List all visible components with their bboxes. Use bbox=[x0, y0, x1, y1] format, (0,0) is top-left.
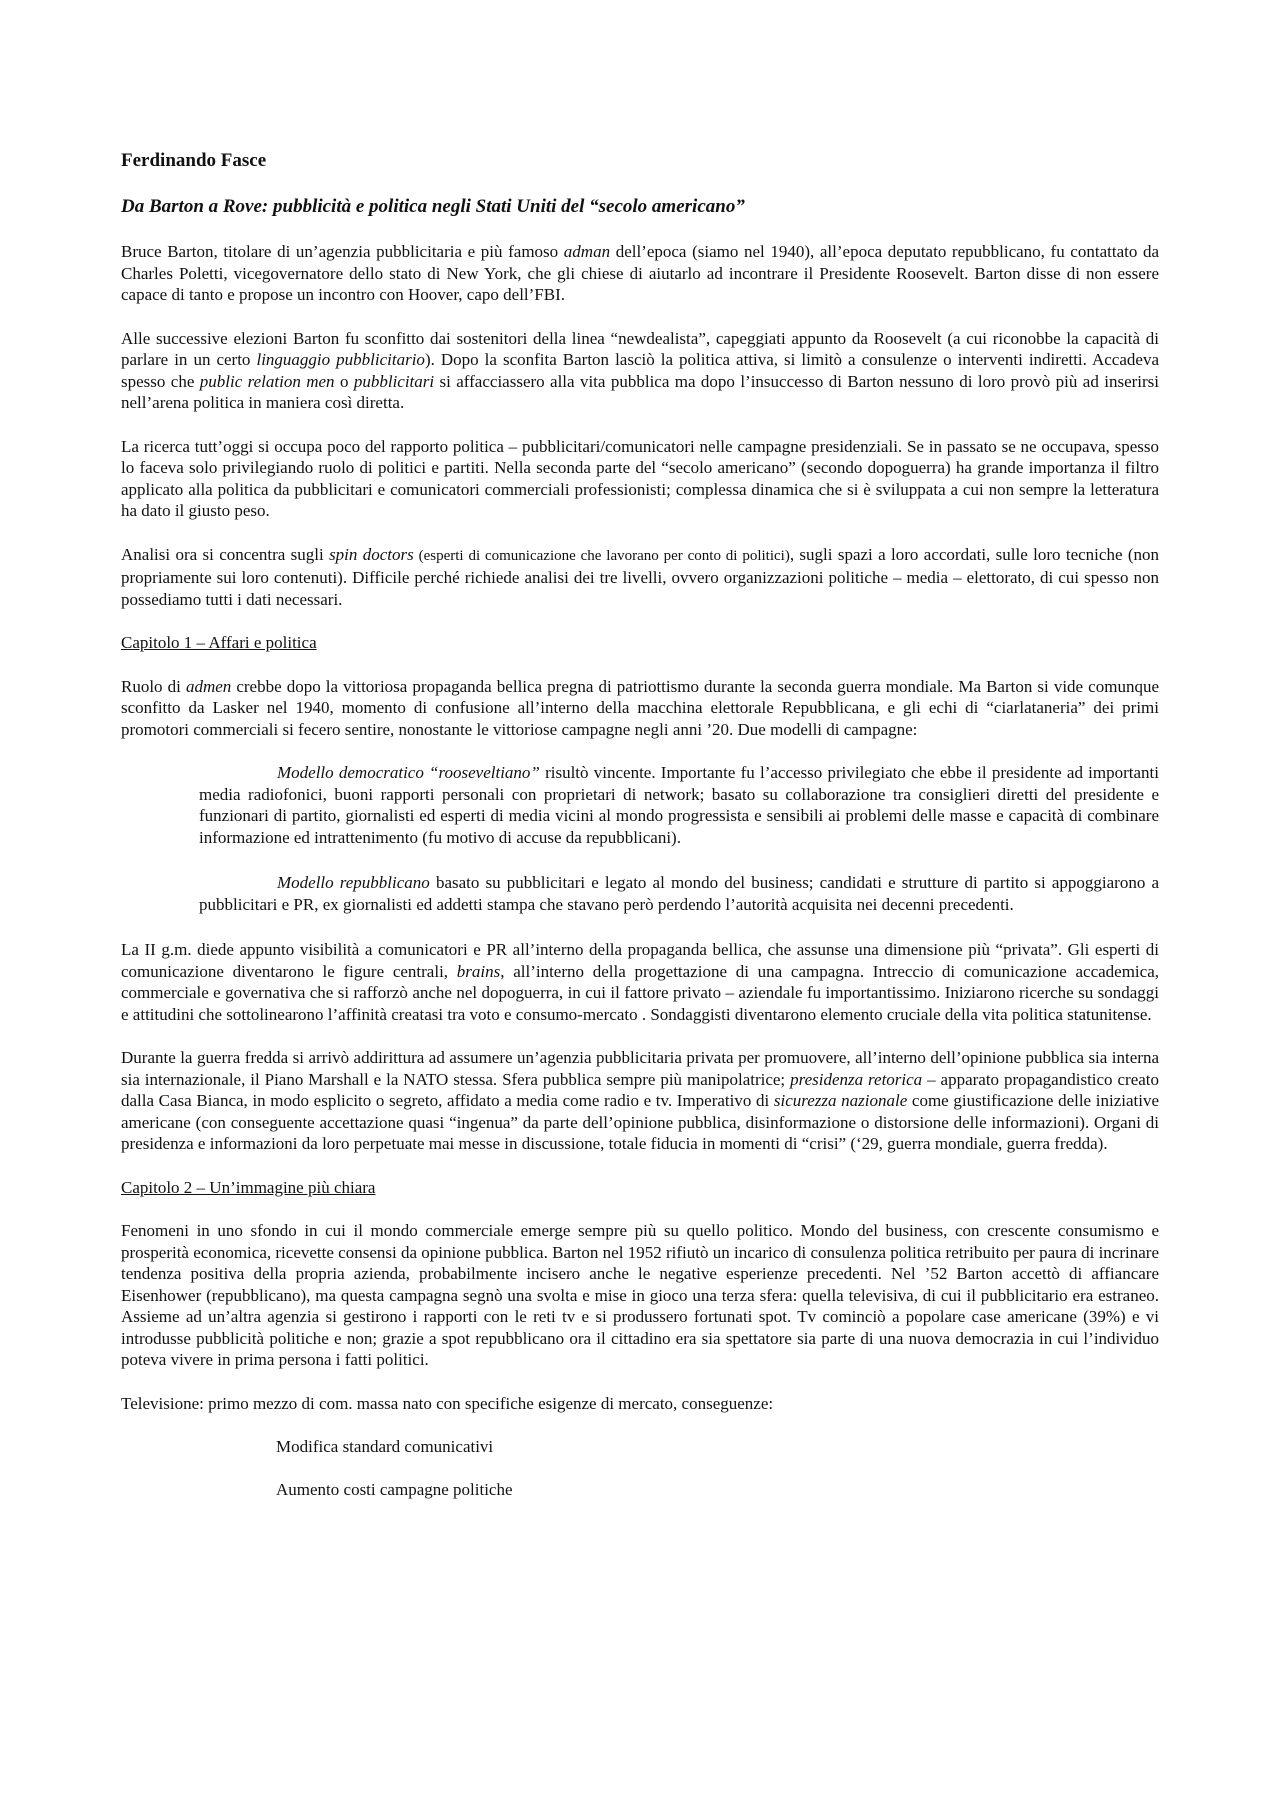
model-democratic: Modello democratico “rooseveltiano” risultò vincente. Importante fu l’accesso privilegiato che ebbe il presidente ad importanti media radiofonici, buoni rapporti personali con proprietari di network; basato su collaborazione tra consiglieri diretti del presidente e funzionari di partito, giornalisti ed esperti di media vicini al mondo progressista e sensibili ai problemi delle masse e capacità di combinare informazione ed intrattenimento (fu motivo di accuse da repubblicani). bbox=[199, 763, 1159, 847]
paragraph-1: Bruce Barton, titolare di un’agenzia pubblicitaria e più famoso adman dell’epoca (siamo nel 1940), all’epoca deputato repubblicano, fu contattato da Charles Poletti, vicegovernatore dello stato di New York, che gli chiese di aiutarlo ad incontrare il Presidente Roosevelt. Barton disse di non essere capace di tanto e propose un incontro con Hoover, capo dell’FBI. bbox=[121, 242, 1159, 304]
paragraph-7: Durante la guerra fredda si arrivò addirittura ad assumere un’agenzia pubblicitaria privata per promuovere, all’interno dell’opinione pubblica sia interna sia internazionale, il Piano Marshall e la NATO stessa. Sfera pubblica sempre più manipolatrice; presidenza retorica – apparato propagandistico creato dalla Casa Bianca, in modo esplicito o segreto, affidato a media come radio e tv. Imperativo di sicurezza nazionale come giustificazione delle iniziative americane (con conseguente accettazione quasi “ingenua” da parte dell’opinione pubblica, disinformazione o distorsione delle informazioni). Organi di presidenza e informazioni da loro perpetuate mai messe in discussione, totale fiducia in momenti di “crisi” (‘29, guerra mondiale, guerra fredda). bbox=[121, 1048, 1160, 1153]
paragraph-9: Televisione: primo mezzo di com. massa nato con specifiche esigenze di mercato, conseguenze: bbox=[121, 1393, 774, 1413]
paragraph-6: La II g.m. diede appunto visibilità a comunicatori e PR all’interno della propaganda bellica, che assunse una dimensione più “privata”. Gli esperti di comunicazione diventarono le figure centrali, brains, all’interno della progettazione di una campagna. Intreccio di comunicazione accademica, commerciale e governativa che si rafforzò anche nel dopoguerra, in cui il fattore privato – aziendale fu importantissimo. Iniziarono ricerche su sondaggi e attitudini che sottolinearono l’affinità creatasi tra voto e consumo-mercato . Sondaggisti diventarono elemento cruciale della vita politica statunitense. bbox=[121, 940, 1159, 1024]
paragraph-3: La ricerca tutt’oggi si occupa poco del rapporto politica – pubblicitari/comunicatori nelle campagne presidenziali. Se in passato se ne occupava, spesso lo faceva solo privilegiando ruolo di politici e partiti. Nella seconda parte del “secolo americano” (secondo dopoguerra) ha grande importanza il filtro applicato alla politica da pubblicitari e comunicatori commerciali professionisti; complessa dinamica che si è sviluppata a cui non sempre la letteratura ha dato il giusto peso. bbox=[121, 436, 1159, 520]
model-republican: Modello repubblicano basato su pubblicitari e legato al mondo del business; candidati e strutture di partito si appoggiarono a pubblicitari e PR, ex giornalisti ed addetti stampa che stavano però perdendo l’autorità acquisita nei decenni precedenti. bbox=[199, 873, 1159, 914]
chapter-2-heading: Capitolo 2 – Un’immagine più chiara bbox=[121, 1177, 376, 1197]
paragraph-4: Analisi ora si concentra sugli spin doctors (esperti di comunicazione che lavorano per conto di politici), sugli spazi a loro accordati, sulle loro tecniche (non propriamente sui loro contenuti). Difficile perché richiede analisi dei tre livelli, ovvero organizzazioni politiche – media – elettorato, di cui spesso non possediamo tutti i dati necessari. bbox=[121, 544, 1160, 609]
paragraph-8: Fenomeni in uno sfondo in cui il mondo commerciale emerge sempre più su quello politico. Mondo del business, con crescente consumismo e prosperità economica, ricevette consensi da opinione pubblica. Barton nel 1952 rifiutò un incarico di consulenza politica retribuito per paura di incrinare tendenza positiva della propria azienda, probabilmente incisero anche le negative esperienze precedenti. Nel ’52 Barton accettò di affiancare Eisenhower (repubblicano), ma questa campagna segnò una svolta e mise in gioco una terza sfera: quella televisiva, di cui il pubblicitario era estraneo. Assieme ad un’altra agenzia si gestirono i rapporti con le reti tv e si produssero fortunati spot. Tv cominciò a popolare case americane (39%) e vi introdusse pubblicità politiche e non; grazie a spot repubblicano ora il cittadino era sia spettatore sia parte di una nuova democrazia in cui l’individuo poteva vivere in prima persona i fatti politici. bbox=[121, 1221, 1159, 1369]
document-page bbox=[121, 150, 1159, 1521]
paragraph-2: Alle successive elezioni Barton fu sconfitto dai sostenitori della linea “newdealista”, capeggiati appunto da Roosevelt (a cui riconobbe la capacità di parlare in un certo linguaggio pubblicitario). Dopo la sconfita Barton lasciò la politica attiva, si limitò a consulenze o interventi indiretti. Accadeva spesso che public relation men o pubblicitari si affacciassero alla vita pubblica ma dopo l’insuccesso di Barton nessuno di loro provò più ad inserirsi nell’arena politica in maniera così diretta. bbox=[121, 328, 1159, 412]
chapter-1-heading: Capitolo 1 – Affari e politica bbox=[121, 633, 317, 652]
author-name: Ferdinando Fasce bbox=[121, 150, 267, 171]
paragraph-5: Ruolo di admen crebbe dopo la vittoriosa propaganda bellica pregna di patriottismo durante la seconda guerra mondiale. Ma Barton si vide comunque sconfitto da Lasker nel 1940, momento di confusione all’interno della macchina elettorale Repubblicana, e gli echi di “ciarlataneria” dei primi promotori commerciali si fecero sentire, nonostante le vittoriose campagne negli anni ’20. Due modelli di campagne: bbox=[121, 676, 1159, 739]
list-item: Modifica standard comunicativi bbox=[276, 1437, 494, 1456]
document-title: Da Barton a Rove: pubblicità e politica negli Stati Uniti del “secolo americano” bbox=[121, 195, 745, 217]
list-item: Aumento costi campagne politiche bbox=[276, 1479, 513, 1499]
